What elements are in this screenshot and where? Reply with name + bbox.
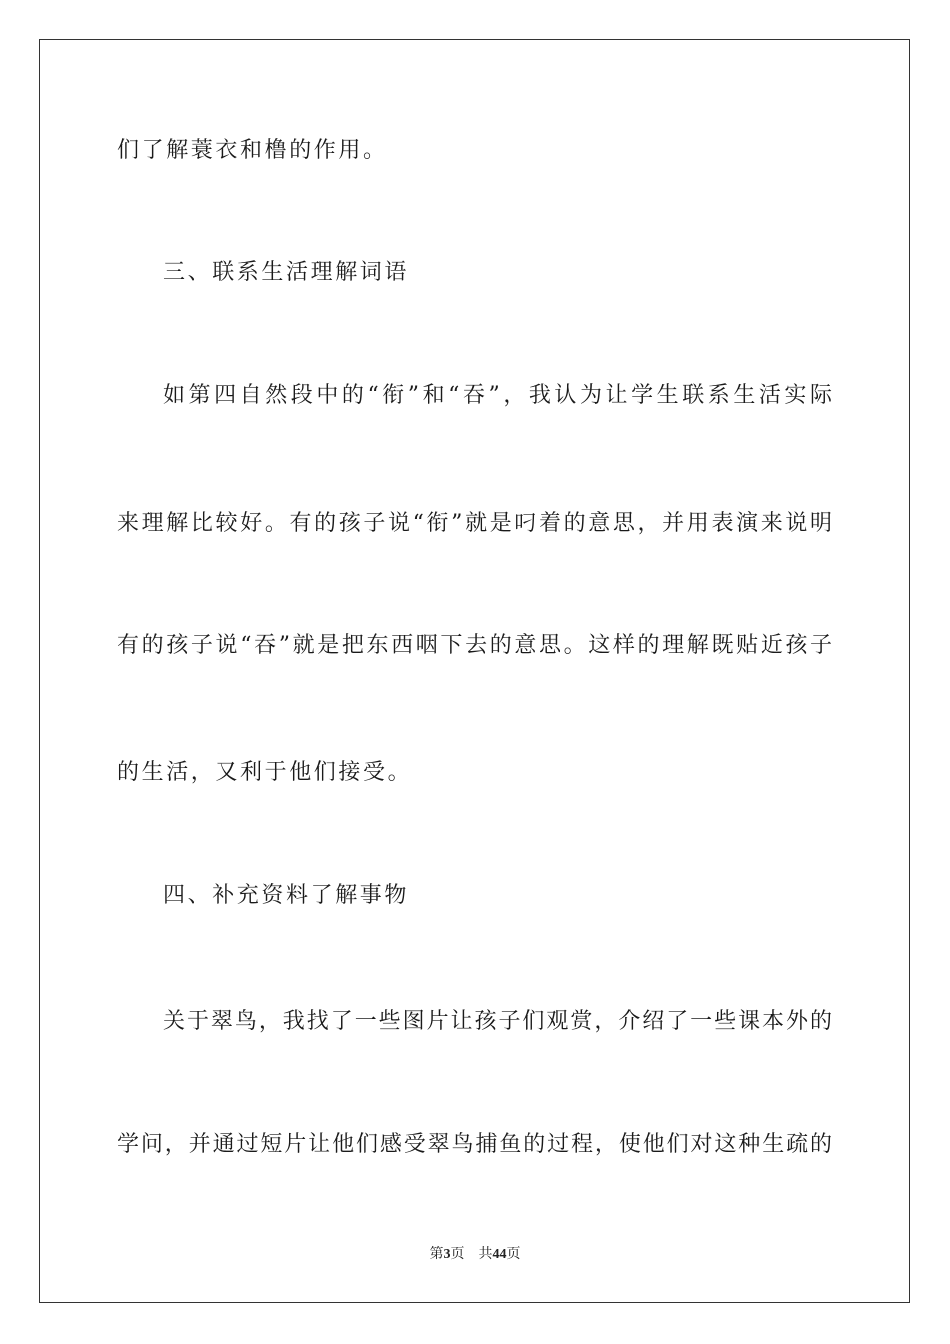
paragraph-line: 如第四自然段中的“衔”和“吞”，我认为让学生联系生活实际 [163, 383, 832, 408]
page-suffix: 页 [450, 1247, 465, 1262]
page-number: 3 [443, 1247, 451, 1262]
page-prefix: 第 [429, 1247, 444, 1262]
paragraph-line: 的生活，又利于他们接受。 [117, 760, 413, 785]
paragraph-line: 有的孩子说“吞”就是把东西咽下去的意思。这样的理解既贴近孩子 [117, 633, 832, 658]
total-suffix: 页 [506, 1247, 521, 1262]
paragraph-line: 关于翠鸟，我找了一些图片让孩子们观赏，介绍了一些课本外的 [163, 1009, 832, 1034]
paragraph-line: 学问，并通过短片让他们感受翠鸟捕鱼的过程，使他们对这种生疏的 [117, 1132, 832, 1157]
page-footer [0, 1245, 950, 1265]
total-prefix: 共 [478, 1247, 493, 1262]
paragraph-line: 来理解比较好。有的孩子说“衔”就是叼着的意思，并用表演来说明 [117, 511, 832, 536]
page-border [39, 39, 910, 1303]
section-heading: 三、联系生活理解词语 [163, 260, 410, 285]
section-heading: 四、补充资料了解事物 [163, 883, 410, 908]
total-pages: 44 [492, 1247, 507, 1262]
paragraph-line: 们了解蓑衣和橹的作用。 [117, 138, 388, 163]
